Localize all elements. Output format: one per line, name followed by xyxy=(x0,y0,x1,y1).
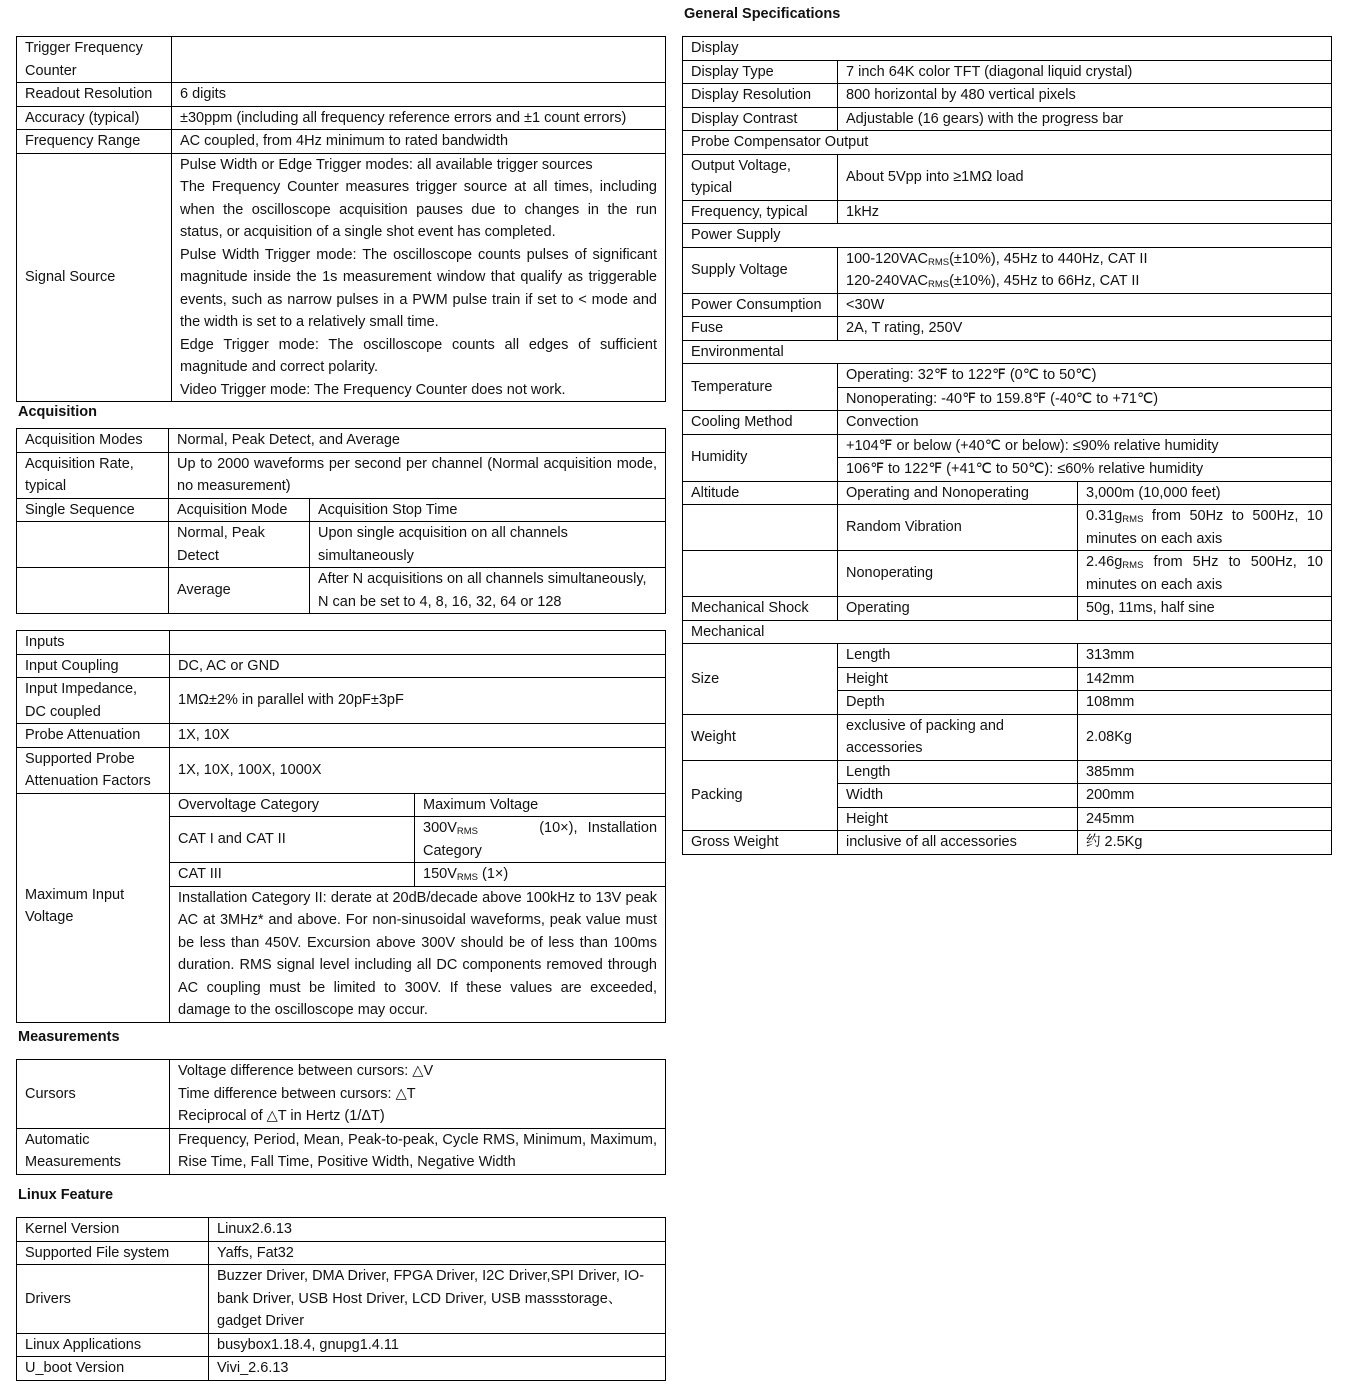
row-condition: Length xyxy=(838,760,1078,784)
row-value: Yaffs, Fat32 xyxy=(209,1241,666,1265)
row-label: Acquisition Rate, typical xyxy=(17,452,169,498)
row-label: Size xyxy=(683,644,838,715)
cursor-line: Time difference between cursors: △T xyxy=(178,1085,416,1102)
vibration-subscript: RMS xyxy=(1122,560,1144,571)
row-label: Output Voltage, typical xyxy=(683,154,838,200)
row-value: 800 horizontal by 480 vertical pixels xyxy=(838,84,1332,108)
trigger-counter-table xyxy=(16,36,666,402)
supply-line xyxy=(846,270,1323,293)
section-title: Power Supply xyxy=(683,224,1332,248)
table-row xyxy=(683,831,1332,855)
row-value: ±30ppm (including all frequency reference errors and ±1 count errors) xyxy=(172,106,666,130)
row-label: Humidity xyxy=(683,434,838,481)
table-row xyxy=(17,83,666,107)
section-row xyxy=(683,340,1332,364)
row-label: Weight xyxy=(683,714,838,760)
row-value: 245mm xyxy=(1078,807,1332,831)
table-row xyxy=(683,551,1332,597)
table-row xyxy=(683,154,1332,200)
table-row xyxy=(683,84,1332,108)
measurements-table xyxy=(16,1059,666,1175)
row-label: Supported Probe Attenuation Factors xyxy=(17,747,170,793)
row-condition: Random Vibration xyxy=(838,505,1078,551)
row-label: Single Sequence xyxy=(17,498,169,522)
row-label: Input Impedance, DC coupled xyxy=(17,678,170,724)
row-label: Readout Resolution xyxy=(17,83,172,107)
table-row xyxy=(17,1265,666,1334)
signal-source-line: Pulse Width or Edge Trigger modes: all available trigger sources xyxy=(180,156,593,173)
cursor-line: Reciprocal of △T in Hertz (1/ΔT) xyxy=(178,1108,385,1124)
row-condition: Length xyxy=(838,644,1078,668)
row-value: 1MΩ±2% in parallel with 20pF±3pF xyxy=(170,678,666,724)
row-condition: Operating xyxy=(838,597,1078,621)
general-specs-heading: General Specifications xyxy=(684,6,841,22)
table-row xyxy=(17,724,666,748)
column-header: Overvoltage Category xyxy=(170,793,415,817)
row-label: Linux Applications xyxy=(17,1333,209,1357)
row-condition: Height xyxy=(838,667,1078,691)
row-label: Kernel Version xyxy=(17,1218,209,1242)
row-value xyxy=(838,247,1332,293)
signal-source-line: The Frequency Counter measures trigger source at all times, including when the oscilloscope acquisition pauses due to changes in the run status, or acquisition of a single shot event has completed. xyxy=(180,179,657,240)
table-row xyxy=(17,793,666,817)
table-row xyxy=(683,293,1332,317)
supply-subscript: RMS xyxy=(927,279,950,290)
row-value: +104℉ or below (+40℃ or below): ≤90% relative humidity xyxy=(838,434,1332,458)
row-label: Mechanical Shock xyxy=(683,597,838,621)
acquisition-table xyxy=(16,428,666,614)
row-label: Input Coupling xyxy=(17,654,170,678)
row-condition: Width xyxy=(838,784,1078,808)
mode-cell: Normal, Peak Detect xyxy=(169,522,310,568)
row-value: 50g, 11ms, half sine xyxy=(1078,597,1332,621)
row-value: Nonoperating: -40℉ to 159.8℉ (-40℃ to +71℃) xyxy=(838,387,1332,411)
section-row xyxy=(683,224,1332,248)
row-label: Display Contrast xyxy=(683,107,838,131)
voltage-rest: (10×), Installation Category xyxy=(423,820,658,859)
row-value: Linux2.6.13 xyxy=(209,1218,666,1242)
stop-time-cell: Upon single acquisition on all channels simultaneously xyxy=(310,522,666,568)
table-row xyxy=(17,747,666,793)
supply-line xyxy=(846,248,1323,271)
voltage-subscript: RMS xyxy=(456,826,478,837)
row-label: Acquisition Modes xyxy=(17,429,169,453)
voltage-cell xyxy=(415,863,666,887)
row-value: 3,000m (10,000 feet) xyxy=(1078,481,1332,505)
section-row xyxy=(683,620,1332,644)
table-row xyxy=(683,60,1332,84)
voltage-rest: (1×) xyxy=(478,866,509,882)
row-label: Supported File system xyxy=(17,1241,209,1265)
table-row xyxy=(683,107,1332,131)
category-cell: CAT I and CAT II xyxy=(170,817,415,863)
vibration-value: 0.31g xyxy=(1086,508,1123,524)
row-label: Drivers xyxy=(17,1265,209,1334)
voltage-subscript: RMS xyxy=(456,872,478,883)
row-value: 385mm xyxy=(1078,760,1332,784)
empty-cell xyxy=(17,522,169,568)
supply-text: 100-120VAC xyxy=(846,250,928,267)
table-row xyxy=(17,1241,666,1265)
row-value: 约 2.5Kg xyxy=(1078,831,1332,855)
vibration-rest: from 5Hz to 500Hz, 10 minutes on each axis xyxy=(1086,554,1323,593)
row-label: Frequency Range xyxy=(17,130,172,154)
row-value: 1X, 10X xyxy=(170,724,666,748)
row-value: 1X, 10X, 100X, 1000X xyxy=(170,747,666,793)
row-label: Altitude xyxy=(683,481,838,505)
acquisition-heading: Acquisition xyxy=(18,404,97,420)
inputs-table xyxy=(16,630,666,1023)
row-value xyxy=(1078,551,1332,597)
auto-measurements-value: Frequency, Period, Mean, Peak-to-peak, Cycle RMS, Minimum, Maximum, Rise Time, Fall Time, Positive Width, Negative Width xyxy=(170,1128,666,1174)
signal-source-value xyxy=(172,153,666,402)
section-title: Mechanical xyxy=(683,620,1332,644)
table-row xyxy=(17,631,666,655)
linux-table xyxy=(16,1217,666,1381)
linux-heading: Linux Feature xyxy=(18,1187,114,1203)
table-row xyxy=(17,678,666,724)
table-row xyxy=(683,644,1332,668)
section-title: Environmental xyxy=(683,340,1332,364)
row-value: Adjustable (16 gears) with the progress bar xyxy=(838,107,1332,131)
section-row xyxy=(683,37,1332,61)
column-header: Acquisition Stop Time xyxy=(310,498,666,522)
cursors-value xyxy=(170,1060,666,1129)
signal-source-label: Signal Source xyxy=(17,153,172,402)
empty-cell xyxy=(17,568,169,614)
table-row xyxy=(683,200,1332,224)
row-value: Convection xyxy=(838,411,1332,435)
cursors-label: Cursors xyxy=(17,1060,170,1129)
table-row xyxy=(683,247,1332,293)
row-value: Operating: 32℉ to 122℉ (0℃ to 50℃) xyxy=(838,364,1332,388)
supply-text: (±10%), 45Hz to 440Hz, CAT II xyxy=(949,250,1148,267)
row-label: Display Resolution xyxy=(683,84,838,108)
vibration-subscript: RMS xyxy=(1122,514,1144,525)
row-value: Up to 2000 waveforms per second per channel (Normal acquisition mode, no measurement) xyxy=(169,452,666,498)
table-row xyxy=(683,481,1332,505)
cursor-line: Voltage difference between cursors: △V xyxy=(178,1063,434,1079)
supply-subscript: RMS xyxy=(927,256,950,268)
row-value: 2.08Kg xyxy=(1078,714,1332,760)
empty-cell xyxy=(683,505,838,551)
voltage-cell xyxy=(415,817,666,863)
row-value: 200mm xyxy=(1078,784,1332,808)
row-label: Frequency, typical xyxy=(683,200,838,224)
row-label: Power Consumption xyxy=(683,293,838,317)
stop-time-cell: After N acquisitions on all channels simultaneously, N can be set to 4, 8, 16, 32, 64 or 128 xyxy=(310,568,666,614)
table-row xyxy=(17,522,666,568)
row-label: Fuse xyxy=(683,317,838,341)
row-condition: exclusive of packing and accessories xyxy=(838,714,1078,760)
row-label: Probe Attenuation xyxy=(17,724,170,748)
row-condition: inclusive of all accessories xyxy=(838,831,1078,855)
row-label: U_boot Version xyxy=(17,1357,209,1381)
voltage-value: 150V xyxy=(423,866,457,882)
auto-measurements-label: Automatic Measurements xyxy=(17,1128,170,1174)
signal-source-line: Pulse Width Trigger mode: The oscilloscope counts pulses of significant magnitude inside the 1s measurement window that qualify as triggerable events, such as narrow pulses in a PWM pulse train if set to < mode and the width is set to a relatively small time. xyxy=(180,246,657,330)
row-condition: Nonoperating xyxy=(838,551,1078,597)
table-row xyxy=(17,1060,666,1129)
vibration-rest: from 50Hz to 500Hz, 10 minutes on each axis xyxy=(1086,508,1323,547)
table-row xyxy=(683,364,1332,388)
mode-cell: Average xyxy=(169,568,310,614)
table-row xyxy=(17,1357,666,1381)
table-row xyxy=(17,1218,666,1242)
row-label: Cooling Method xyxy=(683,411,838,435)
column-header: Acquisition Mode xyxy=(169,498,310,522)
empty-cell xyxy=(683,551,838,597)
general-specs-table xyxy=(682,36,1332,855)
row-value: Normal, Peak Detect, and Average xyxy=(169,429,666,453)
vibration-value: 2.46g xyxy=(1086,554,1123,570)
row-label: Supply Voltage xyxy=(683,247,838,293)
table-row xyxy=(683,411,1332,435)
table-row xyxy=(17,654,666,678)
signal-source-line: Edge Trigger mode: The oscilloscope counts all edges of sufficient magnitude and correct polarity. xyxy=(180,336,657,375)
row-value: 142mm xyxy=(1078,667,1332,691)
row-value: DC, AC or GND xyxy=(170,654,666,678)
max-voltage-note: Installation Category II: derate at 20dB/decade above 100kHz to 13V peak AC at 3MHz* and above. For non-sinusoidal waveforms, peak value must be less than 450V. Excursion above 300V should be of less than 100ms duration. RMS signal level including all DC components removed through AC coupling must be limited to 300V. If these values are exceeded, damage to the oscilloscope may occur. xyxy=(170,886,666,1022)
table-row xyxy=(683,760,1332,784)
row-value: 108mm xyxy=(1078,691,1332,715)
table-row xyxy=(17,106,666,130)
table-row xyxy=(17,37,666,83)
table-row xyxy=(17,498,666,522)
row-value: 6 digits xyxy=(172,83,666,107)
row-label: Trigger Frequency Counter xyxy=(17,37,172,83)
section-row xyxy=(683,131,1332,155)
signal-source-line: Video Trigger mode: The Frequency Counter does not work. xyxy=(180,381,566,398)
row-label: Packing xyxy=(683,760,838,831)
table-row xyxy=(683,714,1332,760)
table-row xyxy=(17,1333,666,1357)
table-row xyxy=(17,452,666,498)
column-header: Maximum Voltage xyxy=(415,793,666,817)
table-row xyxy=(683,597,1332,621)
section-title: Display xyxy=(683,37,1332,61)
table-row xyxy=(17,568,666,614)
table-row xyxy=(17,429,666,453)
table-row xyxy=(17,1128,666,1174)
row-label: Display Type xyxy=(683,60,838,84)
row-value: 106℉ to 122℉ (+41℃ to 50℃): ≤60% relative humidity xyxy=(838,458,1332,482)
category-cell: CAT III xyxy=(170,863,415,887)
row-label: Temperature xyxy=(683,364,838,411)
row-label: Inputs xyxy=(17,631,170,655)
row-value xyxy=(170,631,666,655)
table-row xyxy=(17,153,666,402)
row-value: 1kHz xyxy=(838,200,1332,224)
row-value: 313mm xyxy=(1078,644,1332,668)
row-value: Buzzer Driver, DMA Driver, FPGA Driver, I2C Driver,SPI Driver, IO-bank Driver, USB Host Driver, LCD Driver, USB massstorage、gadget Driver xyxy=(209,1265,666,1334)
voltage-value: 300V xyxy=(423,820,457,836)
max-voltage-label: Maximum Input Voltage xyxy=(17,793,170,1022)
row-value: busybox1.18.4, gnupg1.4.11 xyxy=(209,1333,666,1357)
row-value: AC coupled, from 4Hz minimum to rated bandwidth xyxy=(172,130,666,154)
supply-text: 120-240VAC xyxy=(846,273,928,289)
row-condition: Operating and Nonoperating xyxy=(838,481,1078,505)
row-value xyxy=(172,37,666,83)
supply-text: (±10%), 45Hz to 66Hz, CAT II xyxy=(949,273,1140,289)
row-value: <30W xyxy=(838,293,1332,317)
section-title: Probe Compensator Output xyxy=(683,131,1332,155)
row-value: Vivi_2.6.13 xyxy=(209,1357,666,1381)
row-condition: Depth xyxy=(838,691,1078,715)
measurements-heading: Measurements xyxy=(18,1029,120,1045)
row-value xyxy=(1078,505,1332,551)
row-value: 2A, T rating, 250V xyxy=(838,317,1332,341)
table-row xyxy=(17,130,666,154)
row-condition: Height xyxy=(838,807,1078,831)
row-label: Accuracy (typical) xyxy=(17,106,172,130)
table-row xyxy=(683,317,1332,341)
row-value: 7 inch 64K color TFT (diagonal liquid crystal) xyxy=(838,60,1332,84)
table-row xyxy=(683,505,1332,551)
table-row xyxy=(683,434,1332,458)
row-value: About 5Vpp into ≥1MΩ load xyxy=(838,154,1332,200)
row-label: Gross Weight xyxy=(683,831,838,855)
